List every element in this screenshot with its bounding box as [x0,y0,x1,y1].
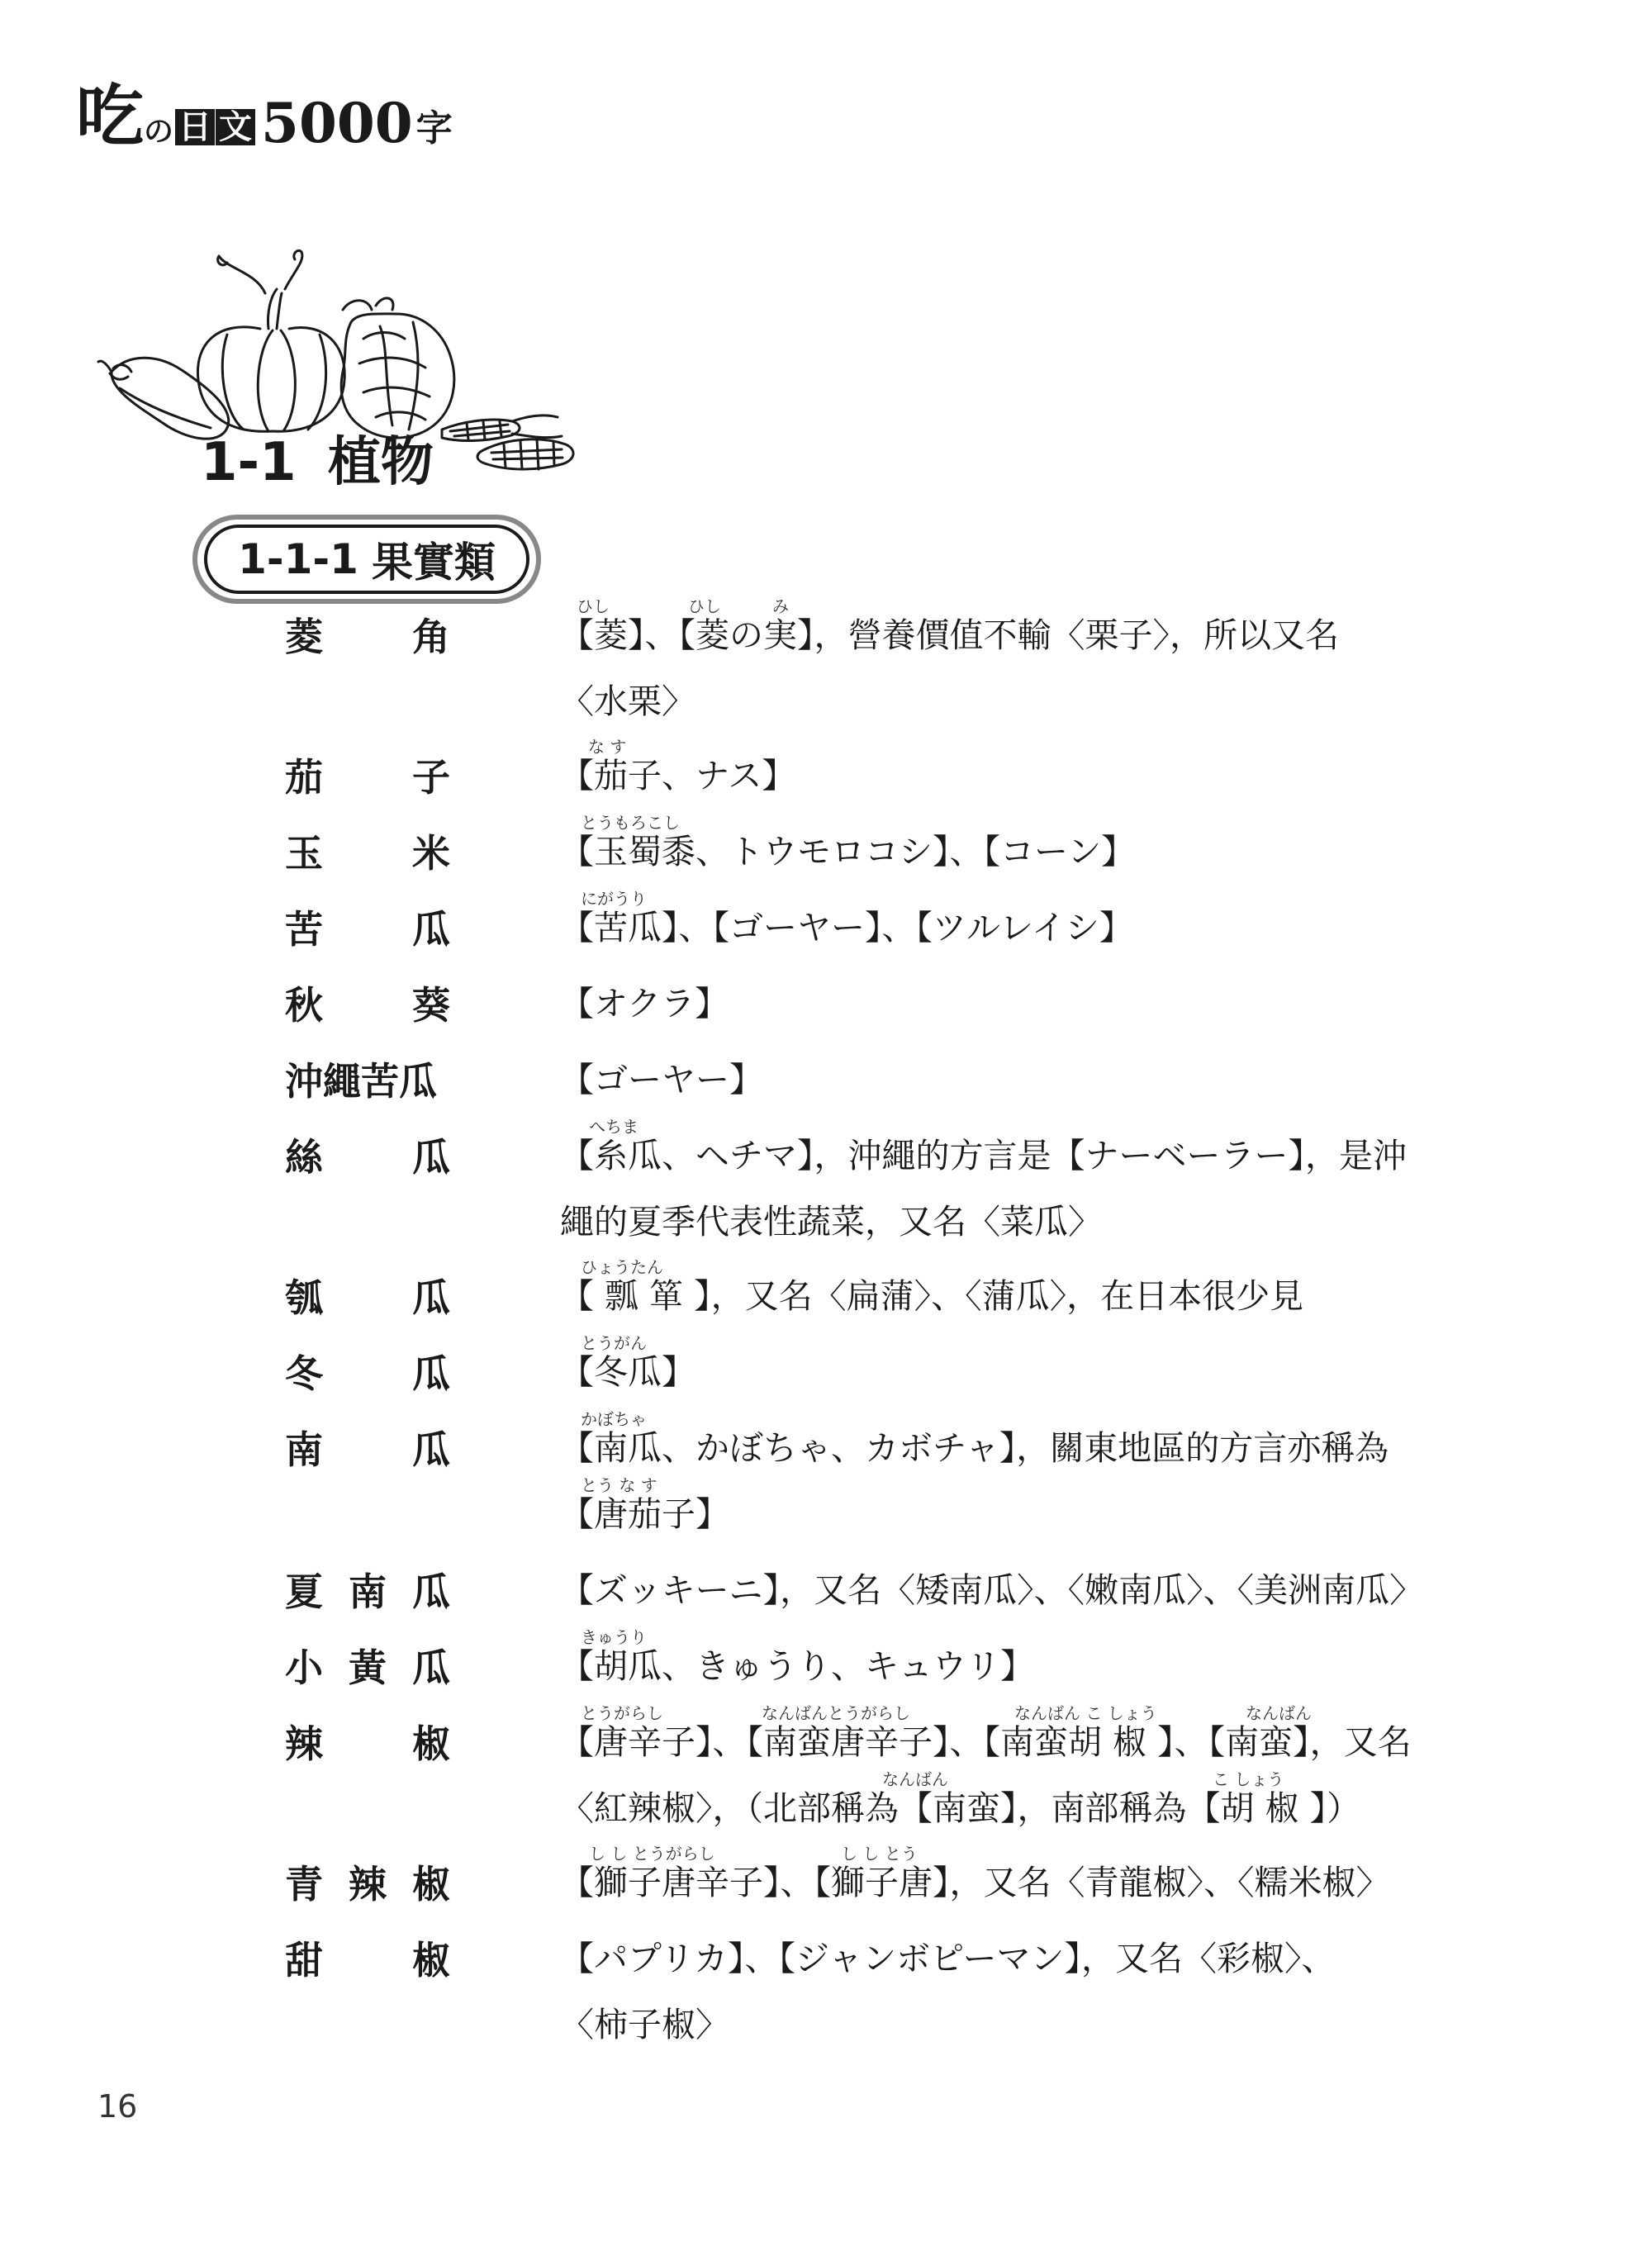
entry-desc [560,909,1452,975]
entry-desc [560,1940,1452,2072]
furigana: にがうり [581,889,647,909]
desc-line: 【 瓢 箪 】，又名〈扁蒲〉、〈蒲瓜〉，在日本很少見 [560,1276,1304,1316]
desc-line: 【胡瓜、きゅうり、キュウリ】 [560,1646,1034,1686]
furigana: とうもろこし [581,813,680,833]
desc-line: 【糸瓜、ヘチマ】，沖繩的方言是【ナーベーラー】，是沖 [560,1136,1407,1175]
entry-term [285,1864,450,1906]
running-title [76,76,453,156]
term-char: 絲 [285,1135,323,1180]
furigana: なんばん [882,1769,948,1789]
desc-line: 【苦瓜】、【ゴーヤー】、【ツルレイシ】 [560,908,1133,947]
term-char: 瓜 [412,1645,450,1690]
furigana: な す [588,737,627,757]
desc-line: 〈水栗〉 [560,681,695,721]
term-char: 米 [412,831,450,876]
furigana: とうがらし [581,1703,663,1723]
subsection-title: 果實類 [371,539,496,586]
desc-line: 【南瓜、かぼちゃ、カボチャ】，關東地區的方言亦稱為 [560,1428,1389,1468]
furigana: なんばん こ しょう [1014,1703,1157,1723]
term-char: 秋 [285,983,323,1028]
subsection-badge [192,515,541,604]
term-char: 葵 [412,983,450,1028]
entry-term [285,1137,450,1179]
furigana: かぼちゃ [581,1409,647,1429]
term-char: 甜 [285,1938,323,1982]
term-char: 茄 [285,755,323,800]
furigana: こ しょう [1213,1769,1284,1789]
term-char: 苦 [285,907,323,952]
furigana: し し とうがらし [589,1844,715,1864]
entry-term [285,833,450,875]
desc-line: 【玉蜀黍、トウモロコシ】、【コーン】 [560,832,1136,871]
term-char: 冬 [285,1351,323,1396]
entry-term [285,1940,450,1982]
desc-line: 〈紅辣椒〉，（北部稱為【南蛮】，南部稱為【胡 椒 】） [560,1788,1361,1828]
subsection-badge-inner [204,525,529,594]
desc-line: 【茄子、ナス】 [560,756,796,795]
entry-desc [560,1647,1452,1713]
section-number: 1-1 [201,432,297,493]
term-char: 瓠 [285,1275,323,1320]
entry-desc [560,1277,1452,1343]
desc-line: 繩的夏季代表性蔬菜，又名〈菜瓜〉 [560,1202,1102,1242]
term-char: 子 [412,755,450,800]
desc-line: 【唐茄子】 [560,1494,729,1534]
cabbage-icon [341,298,454,438]
term-char: 瓜 [412,1351,450,1396]
desc-line: 【唐辛子】、【南蛮唐辛子】、【南蛮胡 椒 】、【南蛮】，又名 [560,1722,1412,1762]
furigana: とう な す [581,1475,657,1495]
section-title: 植物 [327,432,434,493]
desc-line: 〈柿子椒〉 [560,2005,729,2044]
eggplant-icon [98,358,229,439]
furigana: ひし [688,596,721,616]
entry-term [285,616,450,658]
entry-desc [560,616,1452,748]
subsection-number: 1-1-1 [238,535,358,583]
entry-term [285,985,450,1027]
entry-term [285,1571,450,1613]
term-char: 南 [349,1569,387,1614]
furigana: なんばんとうがらし [762,1703,910,1723]
term-char: 瓜 [412,907,450,952]
entry-desc [560,757,1452,823]
entry-desc [560,833,1452,899]
term-char: 青 [285,1862,323,1906]
term-char: 角 [412,615,450,659]
term-char: 沖繩苦瓜 [285,1059,437,1104]
title-count: 5000 [261,91,413,155]
term-char: 玉 [285,831,323,876]
entry-term [285,1429,450,1471]
term-char: 椒 [412,1862,450,1906]
furigana: なんばん [1246,1703,1312,1723]
desc-line: 【獅子唐辛子】、【獅子唐】，又名〈青龍椒〉、〈糯米椒〉 [560,1863,1390,1902]
term-char: 瓜 [412,1569,450,1614]
term-char: 椒 [412,1721,450,1766]
term-char: 辣 [285,1721,323,1766]
term-char: 瓜 [412,1275,450,1320]
entry-desc [560,1061,1452,1127]
furigana: し し とう [841,1844,918,1864]
entry-desc [560,1723,1452,1855]
furigana: へちま [589,1117,638,1137]
term-char: 辣 [349,1862,387,1906]
term-char: 椒 [412,1938,450,1982]
corn-icon [442,415,573,469]
furigana: とうがん [581,1333,647,1353]
term-char: 瓜 [412,1135,450,1180]
term-char: 夏 [285,1569,323,1614]
desc-line: 【オクラ】 [560,984,729,1023]
entry-term [285,1277,450,1319]
entry-desc [560,1137,1452,1269]
title-box-2: 文 [216,109,255,145]
entry-desc [560,1864,1452,1930]
entry-desc [560,1353,1452,1419]
furigana: ひょうたん [581,1257,663,1277]
entry-term [285,1647,450,1689]
entry-desc [560,1429,1452,1561]
title-no: の [144,115,174,149]
term-char: 黃 [349,1645,387,1690]
term-char: 瓜 [412,1427,450,1472]
entry-term [285,757,450,799]
desc-line: 【ズッキーニ】，又名〈矮南瓜〉、〈嫩南瓜〉、〈美洲南瓜〉 [560,1570,1424,1610]
section-heading [201,432,434,493]
entry-desc [560,985,1452,1051]
entry-desc [560,1571,1452,1637]
pumpkin-icon [197,250,344,431]
desc-line: 【冬瓜】 [560,1352,695,1392]
furigana: み [772,596,789,616]
term-char: 小 [285,1645,323,1690]
term-char: 南 [285,1427,323,1472]
entry-term [285,909,450,951]
term-char: 菱 [285,615,323,659]
title-box-1: 日 [175,109,215,145]
furigana: ひし [577,596,610,616]
furigana: きゅうり [581,1627,647,1647]
page-number: 16 [97,2088,138,2125]
entry-term [285,1061,450,1103]
desc-line: 【ゴーヤー】 [560,1060,763,1099]
entry-term [285,1723,450,1765]
title-eat: 吃 [76,77,145,156]
entry-term [285,1353,450,1395]
desc-line: 【パプリカ】、【ジャンボピーマン】，又名〈彩椒〉、 [560,1939,1336,1978]
desc-line: 【菱】、【菱の実】，營養價值不輸〈栗子〉，所以又名 [560,615,1339,655]
title-char: 字 [415,107,453,150]
